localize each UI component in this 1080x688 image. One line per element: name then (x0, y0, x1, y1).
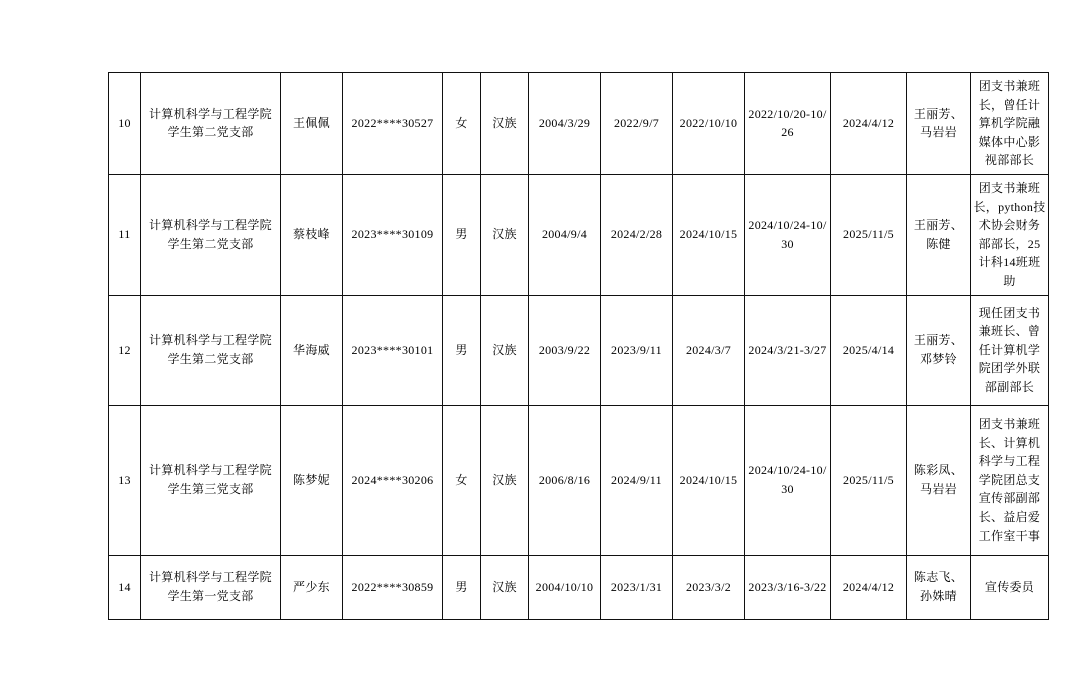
roster-table (108, 72, 1049, 620)
cell-introducers: 陈志飞、孙姝晴 (907, 555, 971, 619)
cell-activist-date: 2024/10/15 (673, 174, 745, 295)
cell-name: 蔡枝峰 (281, 174, 343, 295)
cell-sex: 男 (443, 555, 481, 619)
cell-introducers: 王丽芳、陈健 (907, 174, 971, 295)
cell-name: 陈梦妮 (281, 405, 343, 555)
cell-sex: 男 (443, 174, 481, 295)
cell-remark: 现任团支书兼班长、曾任计算机学院团学外联部副部长 (971, 295, 1049, 405)
cell-ethnicity: 汉族 (481, 295, 529, 405)
table-row (109, 174, 1049, 295)
cell-full-member-date: 2025/11/5 (831, 174, 907, 295)
cell-ethnicity: 汉族 (481, 555, 529, 619)
table-row (109, 73, 1049, 175)
table-row (109, 555, 1049, 619)
cell-training-period: 2024/10/24-10/30 (745, 405, 831, 555)
cell-name: 华海威 (281, 295, 343, 405)
cell-index: 11 (109, 174, 141, 295)
cell-apply-date: 2022/9/7 (601, 73, 673, 175)
cell-remark: 团支书兼班长，曾任计算机学院融媒体中心影视部部长 (971, 73, 1049, 175)
cell-organization: 计算机科学与工程学院学生第三党支部 (141, 405, 281, 555)
cell-index: 10 (109, 73, 141, 175)
table-row (109, 295, 1049, 405)
cell-full-member-date: 2025/4/14 (831, 295, 907, 405)
cell-training-period: 2022/10/20-10/26 (745, 73, 831, 175)
cell-activist-date: 2022/10/10 (673, 73, 745, 175)
cell-organization: 计算机科学与工程学院学生第一党支部 (141, 555, 281, 619)
cell-ethnicity: 汉族 (481, 174, 529, 295)
cell-introducers: 王丽芳、邓梦铃 (907, 295, 971, 405)
cell-introducers: 王丽芳、马岩岩 (907, 73, 971, 175)
cell-apply-date: 2023/9/11 (601, 295, 673, 405)
cell-apply-date: 2024/2/28 (601, 174, 673, 295)
cell-training-period: 2024/10/24-10/30 (745, 174, 831, 295)
cell-activist-date: 2024/3/7 (673, 295, 745, 405)
cell-training-period: 2024/3/21-3/27 (745, 295, 831, 405)
cell-student-id: 2022****30859 (343, 555, 443, 619)
cell-student-id: 2023****30101 (343, 295, 443, 405)
cell-student-id: 2024****30206 (343, 405, 443, 555)
cell-full-member-date: 2024/4/12 (831, 555, 907, 619)
cell-birth-date: 2004/3/29 (529, 73, 601, 175)
cell-sex: 女 (443, 73, 481, 175)
cell-apply-date: 2024/9/11 (601, 405, 673, 555)
cell-name: 王佩佩 (281, 73, 343, 175)
cell-apply-date: 2023/1/31 (601, 555, 673, 619)
cell-birth-date: 2003/9/22 (529, 295, 601, 405)
cell-index: 12 (109, 295, 141, 405)
cell-organization: 计算机科学与工程学院学生第二党支部 (141, 73, 281, 175)
cell-remark: 团支书兼班长、计算机科学与工程学院团总支宣传部副部长、益启爱工作室干事 (971, 405, 1049, 555)
cell-birth-date: 2006/8/16 (529, 405, 601, 555)
cell-student-id: 2022****30527 (343, 73, 443, 175)
cell-activist-date: 2023/3/2 (673, 555, 745, 619)
roster-table-container (108, 72, 1046, 620)
cell-index: 14 (109, 555, 141, 619)
cell-remark: 宣传委员 (971, 555, 1049, 619)
cell-index: 13 (109, 405, 141, 555)
cell-birth-date: 2004/9/4 (529, 174, 601, 295)
cell-student-id: 2023****30109 (343, 174, 443, 295)
cell-sex: 男 (443, 295, 481, 405)
cell-remark: 团支书兼班长，python技术协会财务部部长，25计科14班班助 (971, 174, 1049, 295)
cell-ethnicity: 汉族 (481, 405, 529, 555)
cell-name: 严少东 (281, 555, 343, 619)
cell-sex: 女 (443, 405, 481, 555)
cell-birth-date: 2004/10/10 (529, 555, 601, 619)
cell-full-member-date: 2025/11/5 (831, 405, 907, 555)
cell-introducers: 陈彩凤、马岩岩 (907, 405, 971, 555)
cell-ethnicity: 汉族 (481, 73, 529, 175)
cell-activist-date: 2024/10/15 (673, 405, 745, 555)
cell-organization: 计算机科学与工程学院学生第二党支部 (141, 295, 281, 405)
table-row (109, 405, 1049, 555)
cell-full-member-date: 2024/4/12 (831, 73, 907, 175)
cell-training-period: 2023/3/16-3/22 (745, 555, 831, 619)
cell-organization: 计算机科学与工程学院学生第二党支部 (141, 174, 281, 295)
